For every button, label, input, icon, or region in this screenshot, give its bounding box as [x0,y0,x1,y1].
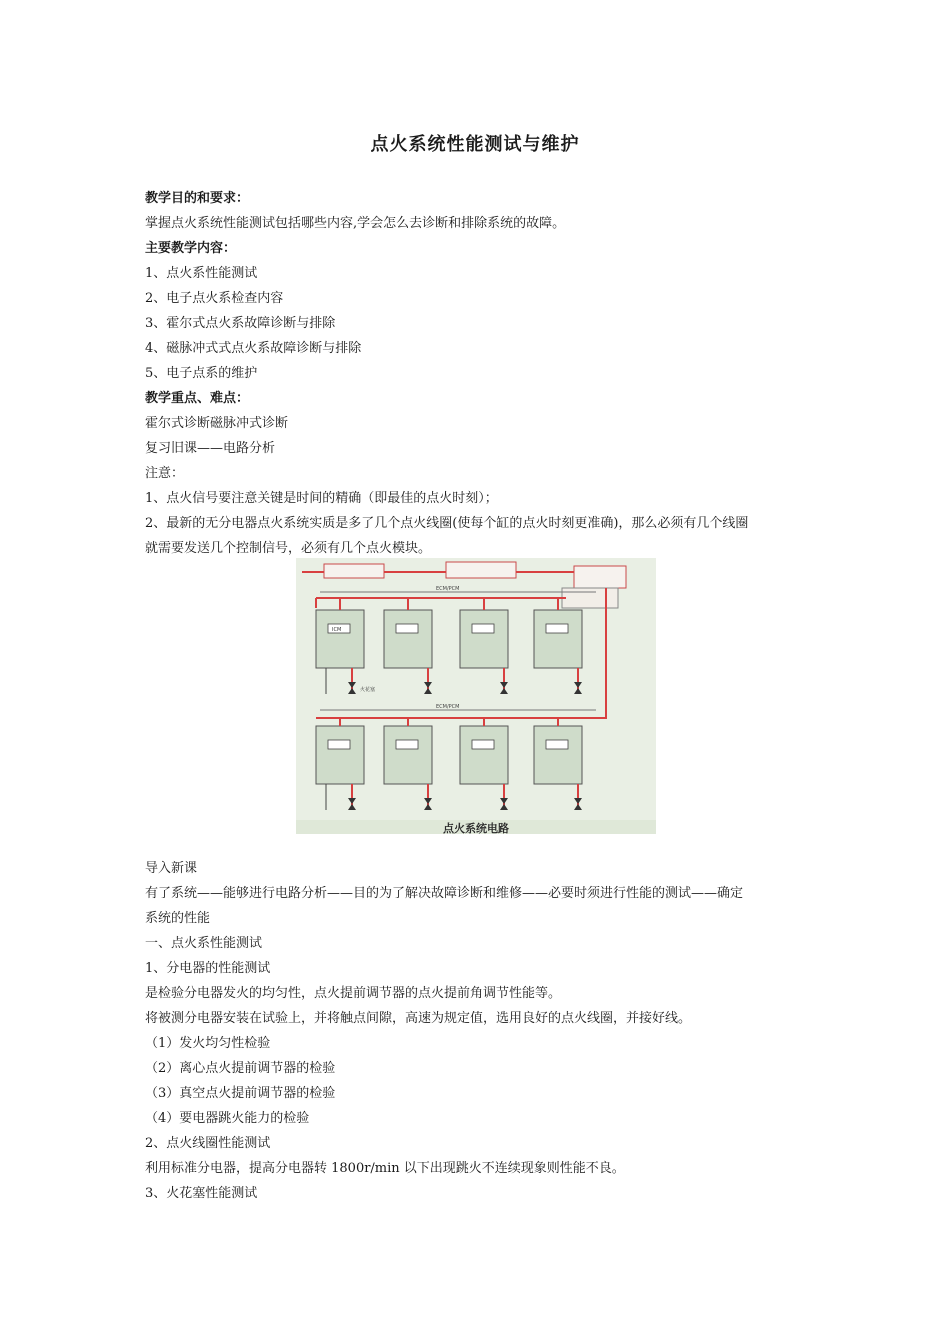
lesson-section [145,856,815,1206]
lesson-line: 3、火花塞性能测试 [145,1186,258,1201]
icm-label: ICM [332,627,342,633]
lesson-line: （4）要电器跳火能力的检验 [145,1111,310,1126]
lesson-line: 利用标准分电器，提高分电器转 1800r/min 以下出现跳火不连续现象则性能不良。 [145,1161,625,1176]
review-text: 复习旧课——电路分析 [145,441,276,456]
lesson-line: 导入新课 [145,861,198,876]
lesson-line: 一、点火系性能测试 [145,936,263,951]
objective-heading: 教学目的和要求： [145,191,250,206]
content-item: 5、电子点系的维护 [145,366,258,381]
circuit-svg [296,558,656,834]
page-title: 点火系统性能测试与维护 [370,134,580,155]
note-1: 1、点火信号要注意关键是时间的精确（即最佳的点火时刻）； [145,491,498,506]
note-label: 注意： [145,466,185,481]
lesson-line: （1）发火均匀性检验 [145,1036,271,1051]
lesson-line: 是检验分电器发火的均匀性，点火提前调节器的点火提前角调节性能等。 [145,986,562,1001]
lesson-line: 1、分电器的性能测试 [145,961,271,976]
note-2-line1: 2、最新的无分电器点火系统实质是多了几个点火线圈(使每个缸的点火时刻更准确)，那么必须有几个线圈 [145,516,749,531]
content-item: 1、点火系性能测试 [145,266,258,281]
figure-caption: 点火系统电路 [443,822,509,834]
content-item: 3、霍尔式点火系故障诊断与排除 [145,316,336,331]
lesson-line: 有了系统——能够进行电路分析——目的为了解决故障诊断和维修——必要时须进行性能的测试——确定 [145,886,744,901]
lesson-line: 将被测分电器安装在试验上，并将触点间隙，高速为规定值，选用良好的点火线圈，并接好线。 [145,1011,692,1026]
key-heading: 教学重点、难点： [145,391,250,406]
objective-text: 掌握点火系统性能测试包括哪些内容,学会怎么去诊断和排除系统的故障。 [145,216,566,231]
bus-label-bottom: ECM/PCM [436,704,460,710]
content-item: 2、电子点火系检查内容 [145,291,284,306]
intro-section [145,186,815,561]
lesson-line: 系统的性能 [145,911,211,926]
ignition-circuit-diagram [296,558,656,834]
lesson-line: （3）真空点火提前调节器的检验 [145,1086,336,1101]
bus-label-top: ECM/PCM [436,586,460,592]
key-text: 霍尔式诊断磁脉冲式诊断 [145,416,289,431]
content-heading: 主要教学内容： [145,241,237,256]
lesson-line: 2、点火线圈性能测试 [145,1136,271,1151]
spark-plug-label: 火花塞 [360,687,376,693]
lesson-line: （2）离心点火提前调节器的检验 [145,1061,336,1076]
note-2-line2: 就需要发送几个控制信号，必须有几个点火模块。 [145,541,432,556]
content-item: 4、磁脉冲式式点火系故障诊断与排除 [145,341,362,356]
